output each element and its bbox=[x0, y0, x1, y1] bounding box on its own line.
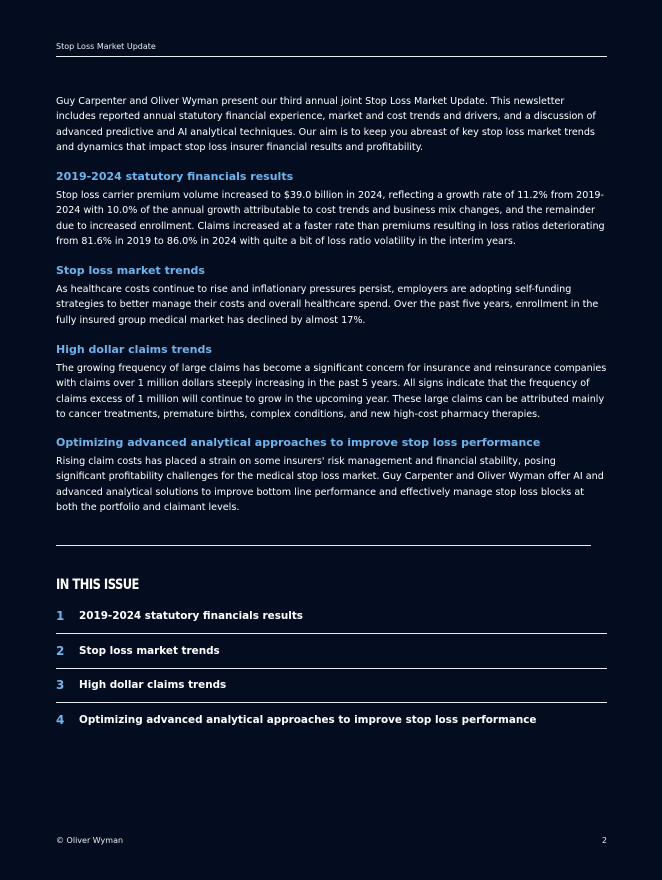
toc-label[interactable]: Optimizing advanced analytical approaches to improve stop loss performance bbox=[79, 714, 537, 726]
in-this-issue-heading: IN THIS ISSUE bbox=[56, 577, 139, 593]
toc-item-4[interactable] bbox=[56, 713, 607, 747]
footer-copyright: © Oliver Wyman bbox=[56, 836, 124, 845]
section-title-high-dollar-claims: High dollar claims trends bbox=[56, 343, 212, 356]
toc-label[interactable]: High dollar claims trends bbox=[79, 679, 227, 691]
toc-item-1[interactable] bbox=[56, 609, 607, 643]
section-body-market-trends: As healthcare costs continue to rise and inflationary pressures persist, employers are adopting self-funding strategies to better manage their costs and overall healthcare spend. Over the past five years, enrollment in the fully insured group medical market has declined by almost 17%. bbox=[56, 284, 599, 326]
toc-number: 4 bbox=[56, 713, 65, 727]
document-page bbox=[56, 0, 607, 880]
toc-label[interactable]: 2019-2024 statutory financials results bbox=[79, 610, 303, 622]
section-title-market-trends: Stop loss market trends bbox=[56, 264, 205, 277]
toc-item-2[interactable] bbox=[56, 644, 607, 678]
section-title-financials: 2019-2024 statutory financials results bbox=[56, 170, 294, 183]
toc-number: 1 bbox=[56, 609, 65, 623]
footer-page-number: 2 bbox=[601, 836, 607, 845]
running-header: Stop Loss Market Update bbox=[56, 42, 156, 51]
header-rule bbox=[56, 56, 607, 57]
toc-rule bbox=[56, 668, 607, 669]
section-body-financials: Stop loss carrier premium volume increased to $39.0 billion in 2024, reflecting a growth rate of 11.2% from 2019-2024 with 10.0% of the annual growth attributable to cost trends and business mix changes, and the remainder due to increased enrollment. Claims increased at a faster rate than premiums resulting in loss ratios deteriorating from 81.6% in 2019 to 86.0% in 2024 with quite a bit of loss ratio volatility in the interim years. bbox=[56, 190, 605, 247]
toc-number: 2 bbox=[56, 644, 65, 658]
toc-item-3[interactable] bbox=[56, 678, 607, 712]
toc-number: 3 bbox=[56, 678, 65, 692]
section-divider bbox=[56, 545, 591, 546]
section-title-analytics: Optimizing advanced analytical approaches to improve stop loss performance bbox=[56, 436, 541, 449]
section-body-high-dollar-claims: The growing frequency of large claims has become a significant concern for insurance and reinsurance companies with claims over 1 million dollars steeply increasing in the past 5 years. All signs indicate that the frequency of claims excess of 1 million will continue to grow in the upcoming year. These large claims can be attributed mainly to cancer treatments, premature births, complex conditions, and new high-cost pharmacy therapies. bbox=[56, 363, 607, 420]
section-body-analytics: Rising claim costs has placed a strain on some insurers' risk management and financial stability, posing significant profitability challenges for the medical stop loss market. Guy Carpenter and Oliver Wyman offer AI and advanced analytical solutions to improve bottom line performance and effectively manage stop loss blocks at both the portfolio and claimant levels. bbox=[56, 456, 604, 513]
toc-label[interactable]: Stop loss market trends bbox=[79, 645, 220, 657]
toc-rule bbox=[56, 702, 607, 703]
toc-rule bbox=[56, 633, 607, 634]
intro-paragraph: Guy Carpenter and Oliver Wyman present our third annual joint Stop Loss Market Update. This newsletter includes reported annual statutory financial experience, market and cost trends and drivers, and a discussion of advanced predictive and AI analytical techniques. Our aim is to keep you abreast of key stop loss market trends and dynamics that impact stop loss insurer financial results and profitability. bbox=[56, 96, 596, 153]
